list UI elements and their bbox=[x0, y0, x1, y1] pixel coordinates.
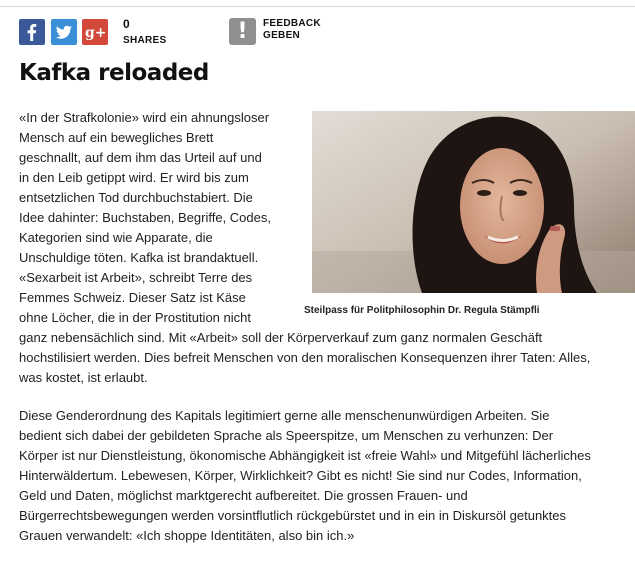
paragraph-line: ganz nebensächlich sind. Mit «Arbeit» soll der Körperverkauf zum ganz normalen Geschäft bbox=[19, 330, 543, 345]
paragraph-line: bedient sich dabei der gebildeten Sprache als Speerspitze, um Menschen zu verhunzen: Der bbox=[19, 428, 554, 443]
paragraph-line: «In der Strafkolonie» wird ein ahnungsloser bbox=[19, 110, 270, 125]
share-toolbar bbox=[0, 0, 635, 56]
share-label: SHARES bbox=[123, 35, 167, 46]
top-divider bbox=[0, 6, 635, 7]
article-title: Kafka reloaded bbox=[19, 60, 209, 86]
paragraph-line: Kategorien sind wie Apparate, die bbox=[19, 230, 213, 245]
paragraph-line: Bürgerrechtsbewegungen werden vorsintflutlich rückgebürstet und in ein in Diskursöl getunktes bbox=[19, 508, 567, 523]
paragraph-line: Femmes Schweiz. Dieser Satz ist Käse bbox=[19, 290, 246, 305]
paragraph-line: «Sexarbeit ist Arbeit», schreibt Terre des bbox=[19, 270, 253, 285]
feedback-label-line2: GEBEN bbox=[263, 30, 301, 41]
paragraph-line: was kostet, ist erlaubt. bbox=[19, 370, 148, 385]
facebook-icon bbox=[19, 19, 45, 45]
paragraph-line: geschnallt, auf dem ihm das Urteil auf und bbox=[19, 150, 262, 165]
feedback-label-line1: FEEDBACK bbox=[263, 18, 321, 29]
facebook-share-button[interactable] bbox=[19, 19, 45, 45]
google-plus-share-button[interactable] bbox=[82, 19, 108, 45]
feedback-label[interactable] bbox=[263, 18, 321, 42]
paragraph-line: entsetzlichen Tod durchbuchstabiert. Die bbox=[19, 190, 253, 205]
paragraph-line: Unschuldige töten. Kafka ist brandaktuell. bbox=[19, 250, 259, 265]
paragraph-line: Idee dahinter: Buchstaben, Begriffe, Codes, bbox=[19, 210, 271, 225]
paragraph-line: in den Leib getippt wird. Er wird bis zum bbox=[19, 170, 249, 185]
paragraph-line: Körper ist nur Dienstleistung, ökonomische Abhängigkeit ist «freie Wahl» und Mitgefühl lächerliches bbox=[19, 448, 591, 463]
paragraph-line: Hinterwäldertum. Lebewesen, Körper, Wirklichkeit? Gibt es nicht! Sie sind nur Codes, Information, bbox=[19, 468, 582, 483]
paragraph-line: Grauen verwandelt: «Ich shoppe Identitäten, also bin ich.» bbox=[19, 528, 355, 543]
author-photo bbox=[312, 111, 635, 293]
paragraph-line: Diese Genderordnung des Kapitals legitimiert gerne alle menschenunwürdigen Arbeiten. Sie bbox=[19, 408, 550, 423]
exclamation-icon: ! bbox=[237, 19, 248, 44]
twitter-share-button[interactable] bbox=[51, 19, 77, 45]
paragraph-line: ohne Löcher, die in der Prostitution nicht bbox=[19, 310, 251, 325]
svg-text:g+: g+ bbox=[85, 25, 107, 41]
feedback-button[interactable] bbox=[229, 18, 256, 45]
google-plus-icon bbox=[82, 19, 108, 45]
share-count: 0 bbox=[123, 17, 130, 31]
paragraph-line: hochstilisiert werden. Dies befreit Menschen von den moralischen Konsequenzen ihrer Taten: Alles, bbox=[19, 350, 591, 365]
twitter-icon bbox=[51, 19, 77, 45]
article-figure bbox=[304, 106, 635, 321]
paragraph-line: Mensch auf ein bewegliches Brett bbox=[19, 130, 214, 145]
paragraph-line: Geld und Daten, möglichst marktgerecht aufbereitet. Die grossen Frauen- und bbox=[19, 488, 468, 503]
image-caption: Steilpass für Politphilosophin Dr. Regula Stämpfli bbox=[304, 305, 540, 316]
